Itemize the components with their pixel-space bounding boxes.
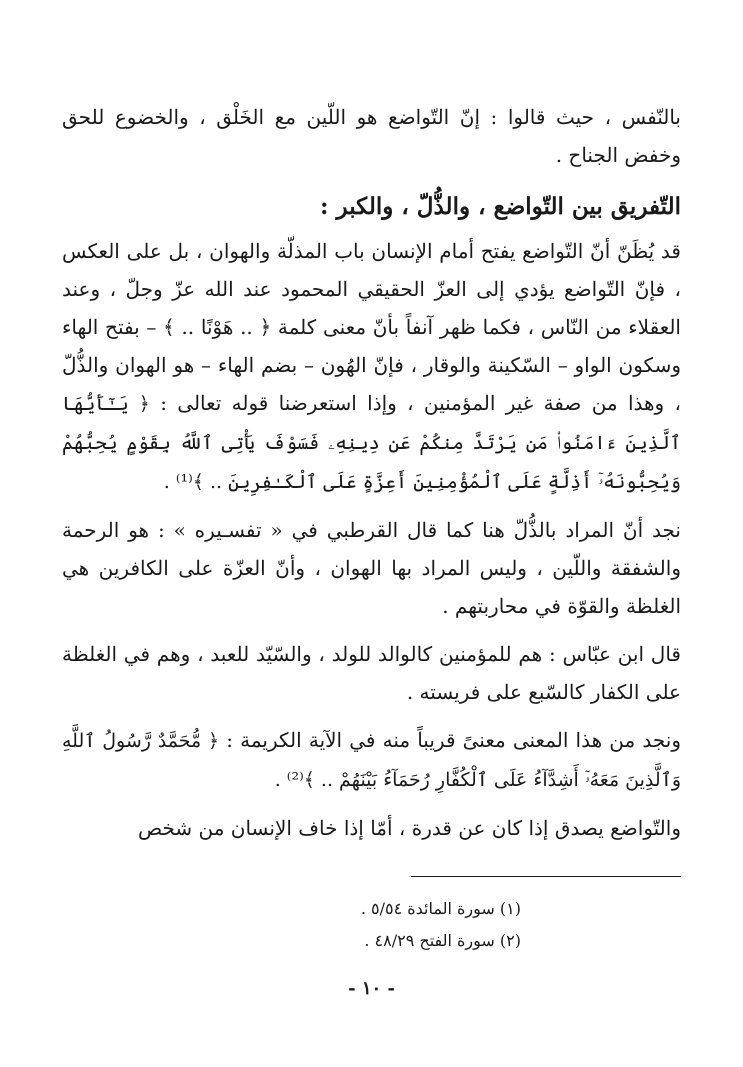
paragraph-3: نجد أنّ المراد بالذُّلّ هنا كما قال القرطبي في « تفسـيره » : هو الرحمة والشفقة واللّين ، وليس المراد بها الهوان ، وأنّ العزّة على الكافرين هي الغلظة والقوّة في محاربتهم . <box>62 518 681 618</box>
paragraph-2 <box>62 232 681 501</box>
quran-verse-2: ﴿ مُّحَمَّدٌ رَّسُولُ ٱللَّهِ وَٱلَّذِينَ مَعَهُۥٓ أَشِدَّآءُ عَلَى ٱلْكُفَّارِ رُحَمَآءُ بَيْنَهُمْ .. ﴾⁽²⁾ . <box>62 730 681 791</box>
footnotes <box>62 893 681 957</box>
footnote-divider <box>411 876 681 877</box>
footnote-1: (١) سورة المائدة ٥/٥٤ . <box>360 899 521 918</box>
spacer <box>62 799 681 809</box>
paragraph-6: والتّواضع يصدق إذا كان عن قدرة ، أمّا إذا خاف الإنسان من شخص <box>137 816 681 840</box>
paragraph-5 <box>62 721 681 799</box>
paragraph-2-text: قد يُظَنّ أنّ التّواضع يفتح أمام الإنسان باب المذلّة والهوان ، بل على العكس ، فإنّ التّواضع يؤدي إلى العزّ الحقيقي المحمود عند الله عزّ وجلّ ، وعند العقلاء من النّاس ، فكما ظهر آنفاً بأنّ معنى كلمة ﴿ .. هَوْنًا .. ﴾ – بفتح الهاء وسكون الواو – السّكينة والوقار ، فإنّ الهُون – بضم الهاء – هو الهوان والذُّلّ ، وهذا من صفة غير المؤمنين ، وإذا استعرضنا قوله تعالى : <box>62 239 681 415</box>
quran-verse-1: ﴿ يَـٰٓأَيُّهَا ٱلَّذِينَ ءَامَنُوا۟ مَن يَرْتَدَّ مِنكُمْ عَن دِينِهِۦ فَسَوْفَ يَأْتِى ٱللَّهُ بِقَوْمٍ يُحِبُّهُمْ وَيُحِبُّونَهُۥٓ أَذِلَّةٍ عَلَى ٱلْمُؤْمِنِينَ أَعِزَّةٍ عَلَى ٱلْكَـٰفِرِينَ .. ﴾⁽¹⁾ . <box>62 393 681 493</box>
spacer <box>62 625 681 635</box>
footnote-2: (٢) سورة الفتح ٤٨/٢٩ . <box>364 931 521 950</box>
paragraph-4: قال ابن عبّاس : هم للمؤمنين كالوالد للولد ، والسّيّد للعبد ، وهم في الغلظة على الكفار كالسّبع على فريسته . <box>62 642 681 704</box>
spacer <box>62 501 681 511</box>
paragraph-1: بالنّفس ، حيث قالوا : إنّ التّواضع هو اللّين مع الخَلْق ، والخضوع للحق وخفض الجناح . <box>62 105 681 167</box>
section-heading: التّفريق بين التّواضع ، والذُّلّ ، والكبر : <box>320 193 681 220</box>
book-page <box>62 98 681 1067</box>
spacer <box>62 711 681 721</box>
paragraph-5-text: ونجد من هذا المعنى معنىً قريباً منه في الآية الكريمة : <box>226 728 681 752</box>
page-number: - ١٠ - <box>348 978 395 999</box>
